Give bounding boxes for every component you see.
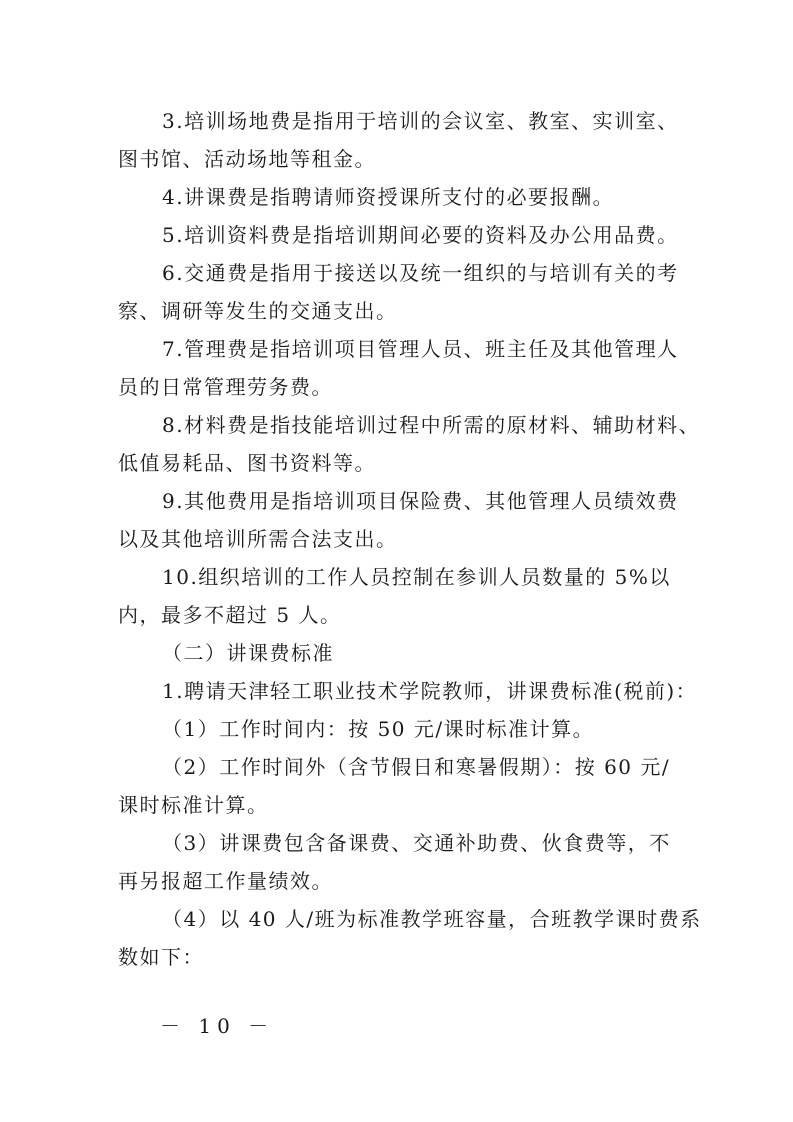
page-number: － 10 － [160,1014,275,1038]
paragraph-line: 课时标准计算。 [118,793,269,817]
paragraph-line: 4.讲课费是指聘请师资授课所支付的必要报酬。 [162,185,615,209]
paragraph-line: 10.组织培训的工作人员控制在参训人员数量的 5%以 [162,565,671,589]
paragraph-line: 3.培训场地费是指用于培训的会议室、教室、实训室、 [162,109,679,133]
paragraph-line: 察、调研等发生的交通支出。 [118,299,398,323]
paragraph-line: 8.材料费是指技能培训过程中所需的原材料、辅助材料、 [162,413,701,437]
paragraph-line: 数如下： [118,945,204,969]
section-heading: （二）讲课费标准 [162,641,334,665]
paragraph-line: 1.聘请天津轻工职业技术学院教师，讲课费标准(税前)： [162,679,698,703]
paragraph-line: 再另报超工作量绩效。 [118,869,333,893]
paragraph-line: 5.培训资料费是指培训期间必要的资料及办公用品费。 [162,223,679,247]
paragraph-line: 9.其他费用是指培训项目保险费、其他管理人员绩效费 [162,489,679,513]
paragraph-line: 员的日常管理劳务费。 [118,375,333,399]
paragraph-line: （3）讲课费包含备课费、交通补助费、伙食费等，不 [162,831,671,855]
paragraph-line: 以及其他培训所需合法支出。 [118,527,398,551]
paragraph-line: 低值易耗品、图书资料等。 [118,451,376,475]
paragraph-line: 图书馆、活动场地等租金。 [118,147,376,171]
document-body [118,102,702,976]
paragraph-line: （1）工作时间内：按 50 元/课时标准计算。 [162,717,595,741]
paragraph-line: 7.管理费是指培训项目管理人员、班主任及其他管理人 [162,337,679,361]
paragraph-line: （2）工作时间外（含节假日和寒暑假期）：按 60 元/ [162,755,671,779]
paragraph-line: 6.交通费是指用于接送以及统一组织的与培训有关的考 [162,261,679,285]
paragraph-line: （4）以 40 人/班为标准教学班容量，合班教学课时费系 [162,907,702,931]
paragraph-line: 内，最多不超过 5 人。 [118,603,342,627]
